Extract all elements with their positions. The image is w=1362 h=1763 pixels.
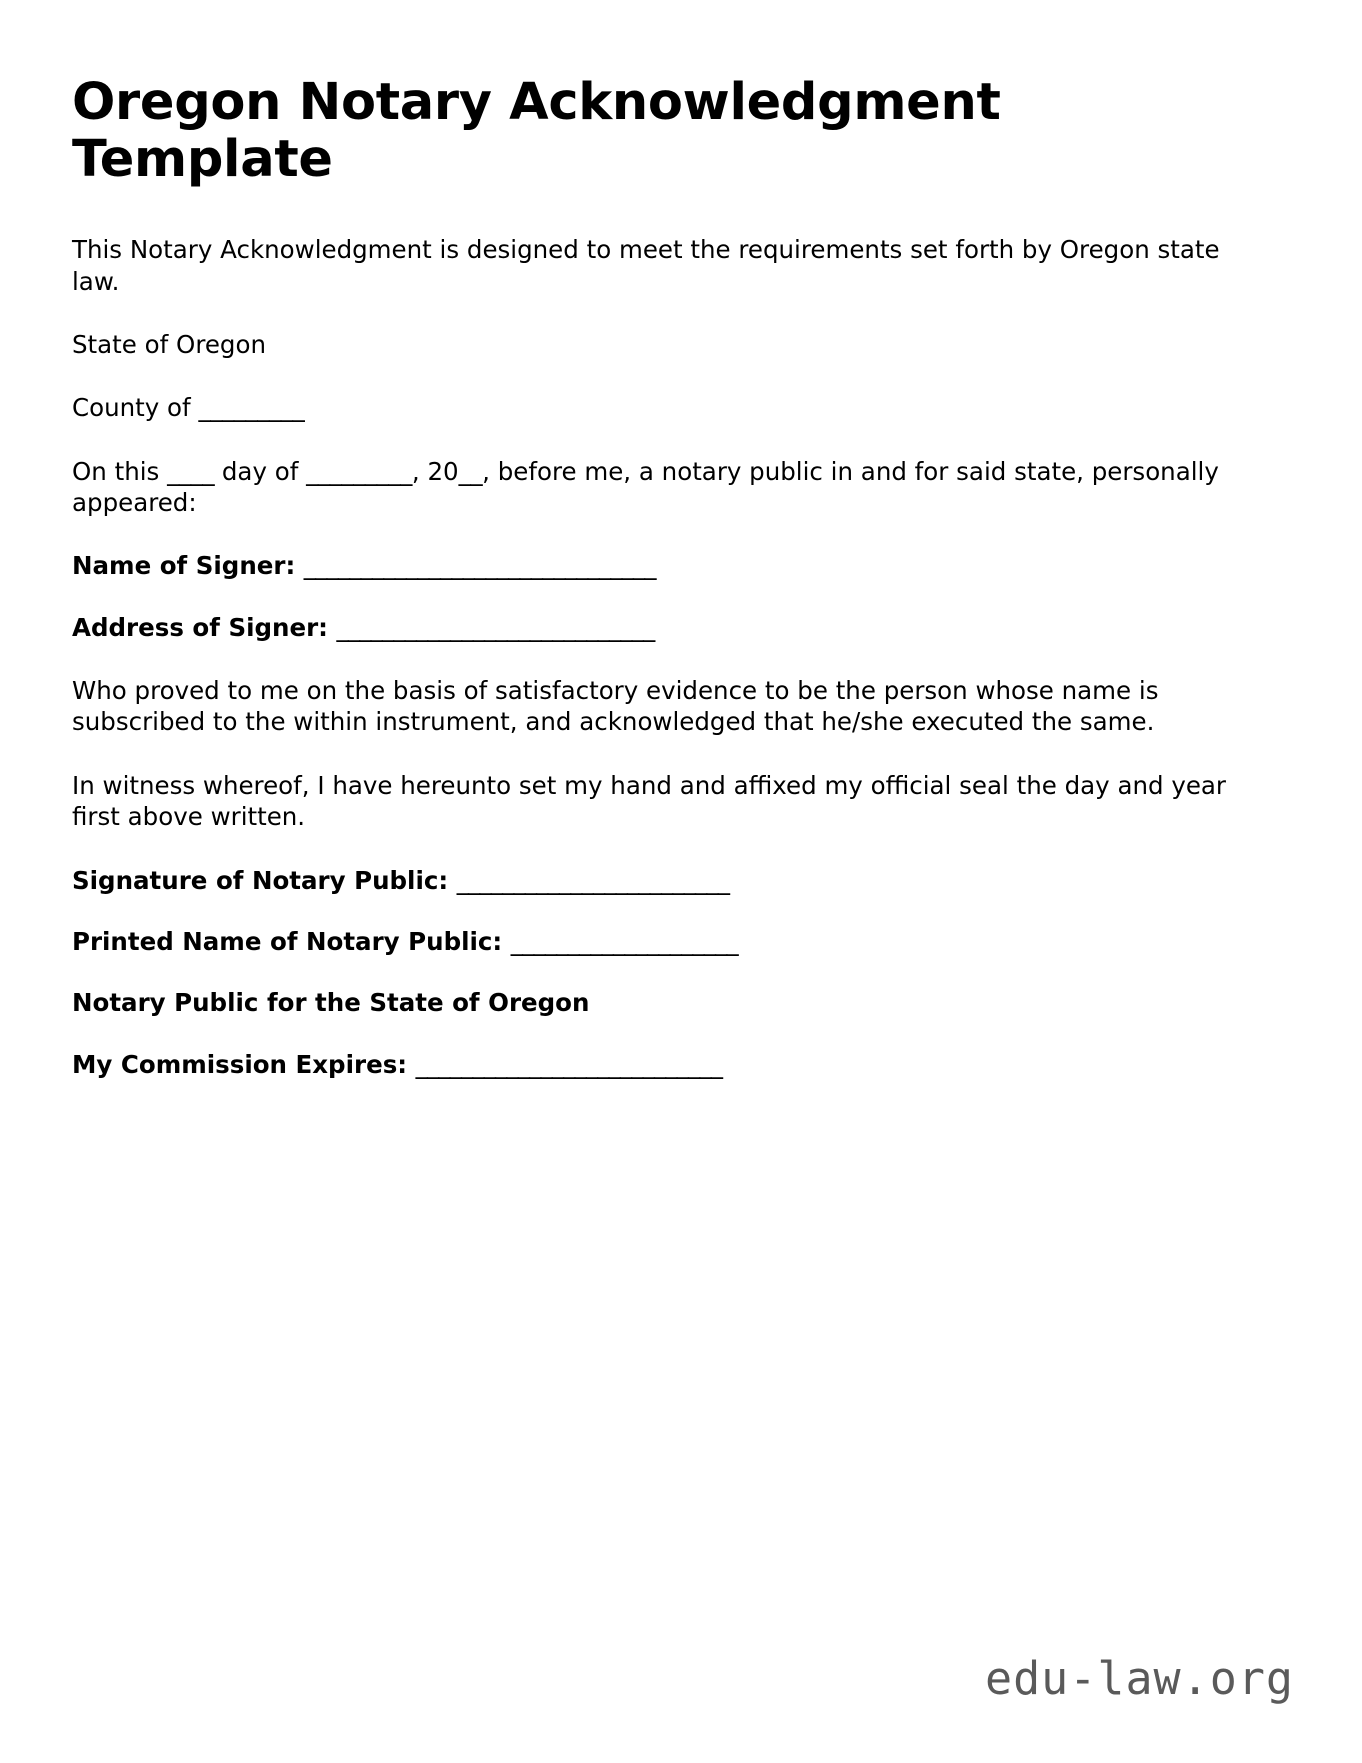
appearance-prefix: On this [72, 456, 168, 486]
appearance-paragraph [72, 456, 1247, 519]
printed-name-of-notary-line [72, 926, 1290, 957]
printed-name-of-notary-label: Printed Name of Notary Public: [72, 926, 511, 956]
address-of-signer-blank-field[interactable]: ____________________________ [336, 612, 655, 642]
appearance-suffix: , before me, a notary public in and for said state, personally appeared: [72, 456, 1219, 518]
spacer-after-state [72, 360, 1290, 392]
name-of-signer-label: Name of Signer: [72, 551, 304, 581]
spacer-after-printed-name [72, 957, 1290, 987]
title-spacer [72, 188, 1290, 234]
spacer-after-name-signer [72, 582, 1290, 612]
spacer-after-witness [72, 833, 1290, 865]
appearance-year-prefix: , 20 [411, 456, 459, 486]
commission-expires-line [72, 1049, 1290, 1080]
witness-paragraph: In witness whereof, I have hereunto set my hand and affixed my official seal the day and year first above written. [72, 770, 1226, 832]
printed-name-of-notary-blank-field[interactable]: ____________________ [510, 926, 738, 956]
county-line [72, 392, 1247, 423]
month-blank-field[interactable]: _________ [306, 456, 412, 486]
page-title: Oregon Notary Acknowledgment Template [72, 73, 1001, 190]
appearance-mid: day of [214, 456, 307, 486]
spacer-after-county [72, 424, 1290, 456]
spacer-after-proved [72, 738, 1290, 770]
address-of-signer-label: Address of Signer: [72, 612, 337, 642]
commission-expires-blank-field[interactable]: ___________________________ [415, 1049, 723, 1079]
site-watermark: edu-law.org [984, 1652, 1294, 1705]
intro-paragraph: This Notary Acknowledgment is designed to meet the requirements set forth by Oregon state law. [72, 235, 1220, 296]
signature-of-notary-label: Signature of Notary Public: [72, 865, 457, 895]
proved-paragraph: Who proved to me on the basis of satisfactory evidence to be the person whose name is subscribed to the within instrument, and acknowledged that he/she executed the same. [72, 676, 1159, 737]
notary-public-state-line: Notary Public for the State of Oregon [72, 988, 590, 1018]
county-label: County of [72, 393, 199, 423]
year-blank-field[interactable]: __ [458, 456, 483, 486]
name-of-signer-line [72, 550, 1290, 581]
state-line: State of Oregon [72, 329, 267, 359]
commission-expires-label: My Commission Expires: [72, 1049, 416, 1079]
spacer-after-intro [72, 297, 1290, 329]
day-blank-field[interactable]: ____ [167, 456, 215, 486]
signature-of-notary-blank-field[interactable]: ________________________ [456, 865, 730, 895]
spacer-after-signature [72, 896, 1290, 926]
signature-of-notary-line [72, 865, 1290, 896]
spacer-after-address-signer [72, 643, 1290, 675]
name-of-signer-blank-field[interactable]: _______________________________ [303, 551, 656, 581]
spacer-after-notary-state [72, 1019, 1290, 1049]
spacer-after-appearance [72, 518, 1290, 550]
address-of-signer-line [72, 612, 1290, 643]
county-blank-field[interactable]: _________ [198, 393, 305, 423]
